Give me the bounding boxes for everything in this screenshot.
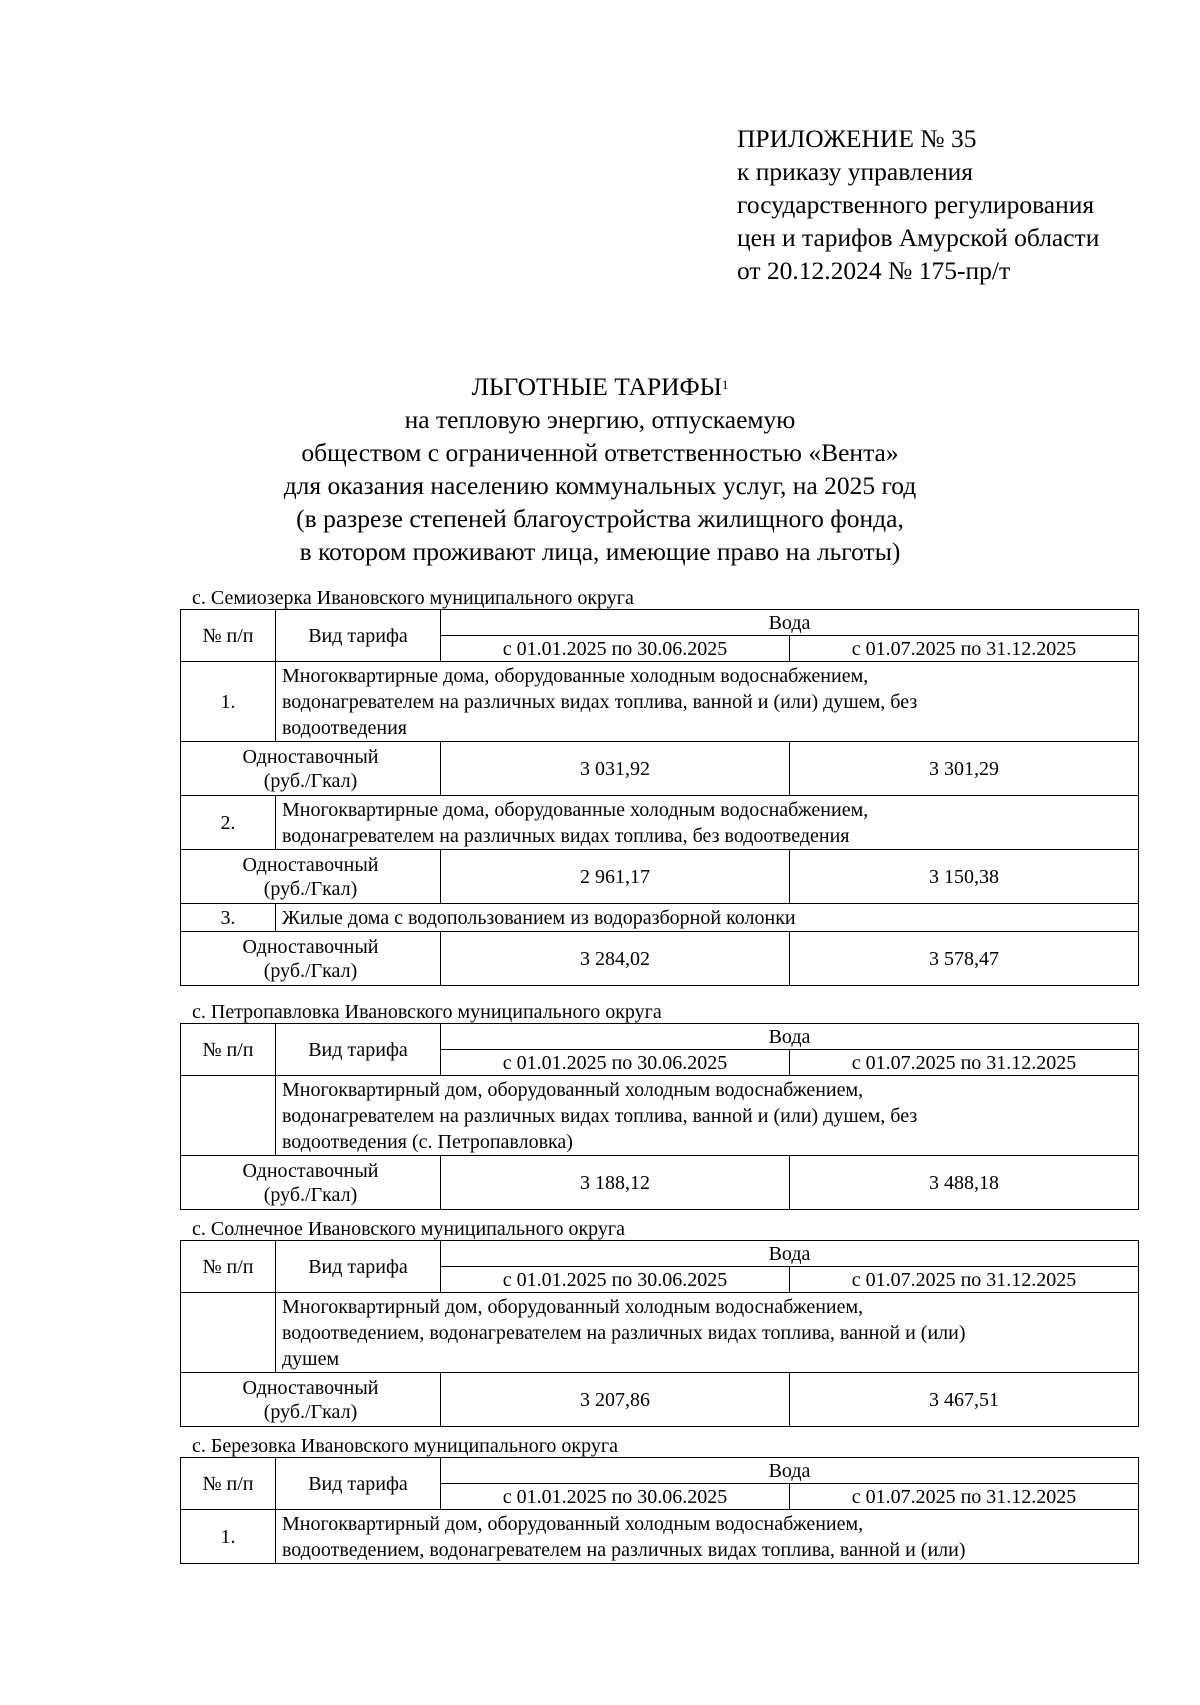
desc-line: водонагревателем на различных видах топлива, ванной и (или) душем, без [282,690,918,713]
table-row [181,904,1139,932]
header-type: Вид тарифа [276,610,441,662]
table-row [181,662,1139,742]
desc-line: водоотведением, водонагревателем на различных видах топлива, ванной и (или) [282,1321,966,1344]
header-num: № п/п [181,1458,276,1510]
tariff-table [180,1457,1139,1564]
tariff-label-unit: (руб./Гкал) [263,959,358,982]
header-num: № п/п [181,1241,276,1293]
title-main: ЛЬГОТНЫЕ ТАРИФЫ [471,372,722,401]
table-row [181,850,1139,904]
desc-line: водонагревателем на различных видах топлива, без водоотведения [282,824,850,847]
table-row [181,1510,1139,1564]
desc-line: душем [282,1347,340,1370]
desc-line: водоотведения [282,716,407,739]
row-number: 1. [181,1510,276,1564]
tariff-table [180,1023,1139,1210]
tariff-label-line: Одноставочный [242,1376,379,1399]
header-period-1: с 01.01.2025 по 30.06.2025 [441,1267,790,1293]
table-row [181,1156,1139,1210]
tariff-value-1: 2 961,17 [441,850,790,904]
table-row [181,1293,1139,1373]
row-number: 1. [181,662,276,742]
header-water: Вода [441,1241,1139,1267]
tariff-value-1: 3 031,92 [441,742,790,796]
desc-line: Жилые дома с водопользованием из водоразборной колонки [282,906,796,929]
desc-line: водоотведением, водонагревателем на различных видах топлива, ванной и (или) [282,1538,966,1561]
header-type: Вид тарифа [276,1024,441,1076]
table-row [181,796,1139,850]
table-row [181,1076,1139,1156]
section-semiozerka [180,587,1138,986]
appendix-line: цен и тарифов Амурской области [737,223,1100,252]
tariff-value-2: 3 467,51 [790,1373,1139,1427]
section-berezovka [180,1435,1138,1564]
header-type: Вид тарифа [276,1458,441,1510]
tariff-label [181,1373,441,1427]
section-solnechnoe [180,1218,1138,1427]
appendix-date: от 20.12.2024 № 175-пр/т [737,256,1011,285]
desc-line: Многоквартирный дом, оборудованный холодным водоснабжением, [282,1078,864,1101]
section-petropavlovka [180,1001,1138,1210]
footnote-mark: 1 [721,377,729,392]
header-water: Вода [441,1024,1139,1050]
row-description [276,662,1139,742]
appendix-line: государственного регулирования [737,190,1095,219]
desc-line: Многоквартирный дом, оборудованный холодным водоснабжением, [282,1512,864,1535]
row-description [276,904,1139,932]
tariff-label [181,742,441,796]
title-line: (в разрезе степеней благоустройства жилищного фонда, [296,504,904,533]
row-number: 2. [181,796,276,850]
tariff-value-2: 3 578,47 [790,932,1139,986]
row-description [276,1293,1139,1373]
tariff-value-2: 3 150,38 [790,850,1139,904]
title-line: на тепловую энергию, отпускаемую [404,405,796,434]
header-period-2: с 01.07.2025 по 31.12.2025 [790,636,1139,662]
header-water: Вода [441,1458,1139,1484]
desc-line: водонагревателем на различных видах топлива, ванной и (или) душем, без [282,1104,918,1127]
title-line: в котором проживают лица, имеющие право на льготы) [299,537,901,566]
row-description [276,1076,1139,1156]
row-number: 3. [181,904,276,932]
tariff-label-line: Одноставочный [242,1159,379,1182]
appendix-header [737,122,1099,287]
header-period-2: с 01.07.2025 по 31.12.2025 [790,1050,1139,1076]
tariff-label-line: Одноставочный [242,853,379,876]
header-period-2: с 01.07.2025 по 31.12.2025 [790,1267,1139,1293]
header-period-1: с 01.01.2025 по 30.06.2025 [441,1484,790,1510]
table-row [181,742,1139,796]
title-line: обществом с ограниченной ответственностью «Вента» [301,438,899,467]
row-description [276,796,1139,850]
appendix-line: к приказу управления [737,157,974,186]
section-caption: с. Петропавловка Ивановского муниципального округа [192,1001,662,1023]
tariff-label-unit: (руб./Гкал) [263,1183,358,1206]
document-title [150,370,1050,568]
tariff-label-unit: (руб./Гкал) [263,1400,358,1423]
table-row [181,1373,1139,1427]
row-number [181,1076,276,1156]
desc-line: Многоквартирные дома, оборудованные холодным водоснабжением, [282,664,869,687]
header-period-2: с 01.07.2025 по 31.12.2025 [790,1484,1139,1510]
desc-line: Многоквартирные дома, оборудованные холодным водоснабжением, [282,798,869,821]
row-description [276,1510,1139,1564]
table-row [181,932,1139,986]
section-caption: с. Семиозерка Ивановского муниципального округа [192,587,634,609]
row-number [181,1293,276,1373]
tariff-table [180,609,1139,986]
title-main-line [150,370,1050,403]
appendix-number: ПРИЛОЖЕНИЕ № 35 [737,124,977,153]
tariff-label [181,932,441,986]
header-period-1: с 01.01.2025 по 30.06.2025 [441,636,790,662]
header-period-1: с 01.01.2025 по 30.06.2025 [441,1050,790,1076]
section-caption: с. Солнечное Ивановского муниципального округа [192,1218,625,1240]
tariff-label [181,850,441,904]
header-num: № п/п [181,1024,276,1076]
tariff-label-line: Одноставочный [242,745,379,768]
tariff-value-1: 3 284,02 [441,932,790,986]
section-caption: с. Березовка Ивановского муниципального округа [192,1435,618,1457]
title-line: для оказания населению коммунальных услуг, на 2025 год [283,471,917,500]
header-num: № п/п [181,610,276,662]
tariff-label-line: Одноставочный [242,935,379,958]
tariff-label-unit: (руб./Гкал) [263,769,358,792]
tariff-value-2: 3 301,29 [790,742,1139,796]
header-water: Вода [441,610,1139,636]
tariff-value-2: 3 488,18 [790,1156,1139,1210]
tariff-value-1: 3 207,86 [441,1373,790,1427]
tariff-table [180,1240,1139,1427]
tariff-label-unit: (руб./Гкал) [263,877,358,900]
tariff-label [181,1156,441,1210]
desc-line: водоотведения (с. Петропавловка) [282,1130,573,1153]
desc-line: Многоквартирный дом, оборудованный холодным водоснабжением, [282,1295,864,1318]
header-type: Вид тарифа [276,1241,441,1293]
tariff-value-1: 3 188,12 [441,1156,790,1210]
